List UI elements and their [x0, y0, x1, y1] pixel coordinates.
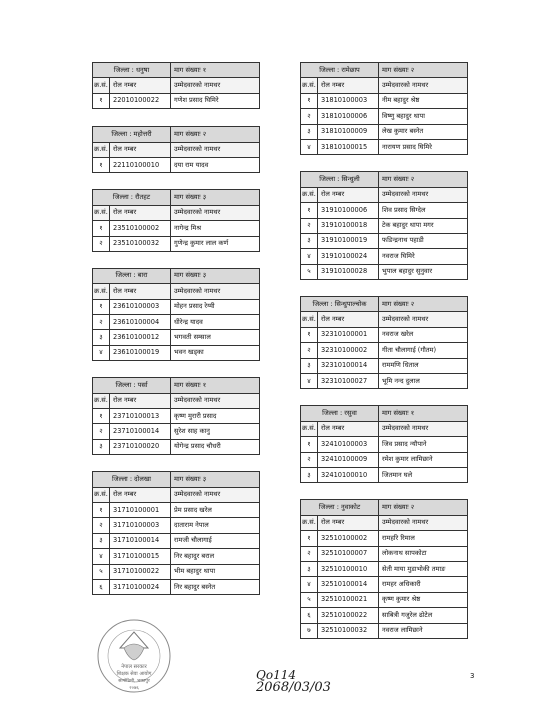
district-name: जिल्ला : रौतहट: [93, 190, 171, 205]
district-header-row: [301, 172, 468, 187]
district-table: [300, 405, 468, 483]
column-header-row: [301, 78, 468, 93]
table-row: [301, 437, 468, 452]
signature: [256, 668, 331, 695]
district-header-row: [301, 297, 468, 312]
roll-number: 32310100002: [318, 343, 379, 358]
signature-date: 2068/03/03: [256, 680, 331, 695]
district-header-row: [301, 500, 468, 515]
district-table: [92, 189, 260, 252]
district-header-row: [93, 127, 260, 142]
district-header-row: [93, 472, 260, 487]
table-row: [301, 93, 468, 108]
candidate-name: रमेश कुमार लामिछाने: [379, 452, 468, 467]
table-row: [301, 561, 468, 576]
table-row: [301, 343, 468, 358]
candidate-name: प्रेम प्रसाद खरेल: [171, 502, 260, 517]
table-row: [93, 299, 260, 314]
candidate-name: नवराज घिमिरे: [379, 249, 468, 264]
column-header-row: [93, 487, 260, 502]
column-header-row: [301, 515, 468, 530]
roll-number: 23510100002: [110, 221, 171, 236]
column-header-roll: रोल नम्बर: [318, 515, 379, 530]
table-row: [301, 592, 468, 607]
table-row: [301, 264, 468, 279]
candidate-name: कृष्ण कुमार श्रेष्ठ: [379, 592, 468, 607]
district-table: [300, 62, 468, 155]
serial-number: २: [93, 424, 110, 439]
column-header-sn: क्र.सं.: [93, 142, 110, 157]
table-row: [93, 502, 260, 517]
serial-number: १: [93, 409, 110, 424]
roll-number: 31910100019: [318, 233, 379, 248]
roll-number: 32410100009: [318, 452, 379, 467]
table-row: [93, 330, 260, 345]
roll-number: 31910100006: [318, 203, 379, 218]
roll-number: 31710100022: [110, 564, 171, 579]
table-row: [301, 218, 468, 233]
table-row: [301, 139, 468, 154]
candidate-name: फडिन्द्रनाथ पहाडी: [379, 233, 468, 248]
serial-number: ४: [301, 139, 318, 154]
column-header-name: उम्मेदवारको नामथर: [379, 312, 468, 327]
roll-number: 31810100006: [318, 109, 379, 124]
district-header-row: [93, 190, 260, 205]
candidate-name: नीम बहादुर श्रेष्ठ: [379, 93, 468, 108]
serial-number: ६: [301, 608, 318, 623]
roll-number: 23710100020: [110, 439, 171, 454]
table-row: [301, 577, 468, 592]
column-header-sn: क्र.सं.: [301, 312, 318, 327]
table-row: [301, 452, 468, 467]
serial-number: १: [93, 299, 110, 314]
table-row: [93, 157, 260, 172]
serial-number: ५: [93, 564, 110, 579]
column-header-name: उम्मेदवारको नामथर: [171, 78, 260, 93]
candidate-name: दया राम यादव: [171, 157, 260, 172]
roll-number: 22110100010: [110, 157, 171, 172]
candidate-name: विष्णु बहादुर थापा: [379, 109, 468, 124]
serial-number: २: [301, 343, 318, 358]
roll-number: 32310100014: [318, 358, 379, 373]
left-column: [92, 62, 260, 595]
serial-number: १: [301, 437, 318, 452]
serial-number: ३: [301, 467, 318, 482]
table-row: [301, 327, 468, 342]
candidate-name: मोहन प्रसाद रेग्मी: [171, 299, 260, 314]
candidate-name: लेख कुमार बस्नेत: [379, 124, 468, 139]
roll-number: 32510100002: [318, 531, 379, 546]
district-header-row: [93, 268, 260, 283]
roll-number: 23610100019: [110, 345, 171, 360]
page-number: 3: [470, 672, 475, 680]
roll-number: 23710100014: [110, 424, 171, 439]
serial-number: ४: [301, 577, 318, 592]
serial-number: ४: [301, 249, 318, 264]
column-header-sn: क्र.सं.: [93, 205, 110, 220]
table-row: [93, 564, 260, 579]
serial-number: ३: [93, 533, 110, 548]
roll-number: 31810100015: [318, 139, 379, 154]
roll-number: 31910100018: [318, 218, 379, 233]
district-name: जिल्ला : दोलखा: [93, 472, 171, 487]
district-table: [92, 377, 260, 455]
column-header-sn: क्र.सं.: [301, 187, 318, 202]
serial-number: २: [93, 315, 110, 330]
serial-number: ४: [93, 549, 110, 564]
table-row: [93, 93, 260, 108]
serial-number: ३: [301, 561, 318, 576]
serial-number: ६: [93, 579, 110, 594]
candidate-name: टेक बहादुर थापा मगर: [379, 218, 468, 233]
seal-line4: २०७६: [129, 686, 139, 691]
serial-number: २: [301, 218, 318, 233]
column-header-sn: क्र.सं.: [93, 284, 110, 299]
seat-count: माग संख्याः २: [379, 297, 468, 312]
candidate-name: जिव प्रसाद न्यौपाने: [379, 437, 468, 452]
serial-number: १: [93, 93, 110, 108]
column-header-name: उम्मेदवारको नामथर: [379, 187, 468, 202]
serial-number: ४: [93, 345, 110, 360]
column-header-roll: रोल नम्बर: [318, 421, 379, 436]
serial-number: १: [301, 203, 318, 218]
roll-number: 23610100004: [110, 315, 171, 330]
roll-number: 31710100015: [110, 549, 171, 564]
district-table: [300, 171, 468, 280]
district-name: जिल्ला : रसुवा: [301, 406, 379, 421]
roll-number: 23710100013: [110, 409, 171, 424]
serial-number: १: [301, 531, 318, 546]
candidate-name: गुणेन्द्र कुमार लाल कर्ण: [171, 236, 260, 251]
candidate-name: रामहर अधिकारी: [379, 577, 468, 592]
candidate-name: नवराज खरेल: [379, 327, 468, 342]
table-row: [301, 623, 468, 638]
roll-number: 23610100003: [110, 299, 171, 314]
column-header-sn: क्र.सं.: [301, 515, 318, 530]
table-row: [93, 236, 260, 251]
candidate-name: नागेन्द्र मिश्र: [171, 221, 260, 236]
table-row: [93, 221, 260, 236]
column-header-sn: क्र.सं.: [93, 487, 110, 502]
candidate-name: शिव प्रसाद सिग्देल: [379, 203, 468, 218]
column-header-row: [301, 187, 468, 202]
table-row: [93, 518, 260, 533]
seat-count: माग संख्याः १: [379, 406, 468, 421]
roll-number: 32410100010: [318, 467, 379, 482]
column-header-row: [93, 78, 260, 93]
candidate-name: दाताराम नेपाल: [171, 518, 260, 533]
table-row: [93, 315, 260, 330]
district-name: जिल्ला : धनुषा: [93, 63, 171, 78]
candidate-name: रामजी चौलागाई: [171, 533, 260, 548]
table-row: [301, 109, 468, 124]
district-header-row: [93, 63, 260, 78]
column-header-roll: रोल नम्बर: [110, 284, 171, 299]
candidate-name: गणेश प्रसाद घिमिरे: [171, 93, 260, 108]
district-header-row: [93, 378, 260, 393]
candidate-name: नारायण प्रसाद घिमिरे: [379, 139, 468, 154]
column-header-name: उम्मेदवारको नामथर: [379, 421, 468, 436]
column-header-roll: रोल नम्बर: [110, 205, 171, 220]
roll-number: 23510100032: [110, 236, 171, 251]
roll-number: 32510100010: [318, 561, 379, 576]
table-row: [301, 233, 468, 248]
table-row: [301, 249, 468, 264]
column-header-row: [93, 142, 260, 157]
column-header-sn: क्र.सं.: [93, 393, 110, 408]
column-header-name: उम्मेदवारको नामथर: [171, 487, 260, 502]
district-name: जिल्ला : नुवाकोट: [301, 500, 379, 515]
column-header-name: उम्मेदवारको नामथर: [171, 142, 260, 157]
candidate-name: सेती माया मुडाभोकी तमाङ: [379, 561, 468, 576]
district-name: जिल्ला : बारा: [93, 268, 171, 283]
seat-count: माग संख्याः १: [171, 378, 260, 393]
seat-count: माग संख्याः ३: [171, 472, 260, 487]
district-header-row: [301, 406, 468, 421]
roll-number: 32510100032: [318, 623, 379, 638]
candidate-name: निर बहादुर बस्नेत: [171, 579, 260, 594]
seat-count: माग संख्याः ३: [171, 268, 260, 283]
candidate-name: योगेन्द्र प्रसाद चौधरी: [171, 439, 260, 454]
roll-number: 32510100021: [318, 592, 379, 607]
district-table: [300, 296, 468, 389]
roll-number: 31710100001: [110, 502, 171, 517]
table-row: [93, 439, 260, 454]
table-row: [93, 579, 260, 594]
roll-number: 31710100003: [110, 518, 171, 533]
table-row: [93, 549, 260, 564]
seat-count: माग संख्याः २: [379, 500, 468, 515]
column-header-roll: रोल नम्बर: [318, 187, 379, 202]
table-row: [93, 345, 260, 360]
candidate-name: भवन खड्का: [171, 345, 260, 360]
candidate-name: लोकनाथ सापकोटा: [379, 546, 468, 561]
column-header-roll: रोल नम्बर: [318, 78, 379, 93]
serial-number: १: [301, 93, 318, 108]
column-header-roll: रोल नम्बर: [110, 487, 171, 502]
column-header-row: [93, 205, 260, 220]
column-header-sn: क्र.सं.: [301, 421, 318, 436]
table-row: [93, 533, 260, 548]
district-table: [92, 471, 260, 595]
column-header-name: उम्मेदवारको नामथर: [379, 515, 468, 530]
candidate-name: नवराज लामिछाने: [379, 623, 468, 638]
roll-number: 32310100027: [318, 374, 379, 389]
district-name: जिल्ला : रामेछाप: [301, 63, 379, 78]
table-row: [301, 608, 468, 623]
district-name: जिल्ला : पर्सा: [93, 378, 171, 393]
roll-number: 22010100022: [110, 93, 171, 108]
column-header-name: उम्मेदवारको नामथर: [171, 284, 260, 299]
table-row: [301, 124, 468, 139]
office-seal: [96, 618, 172, 694]
district-name: जिल्ला : सिन्धुली: [301, 172, 379, 187]
roll-number: 31710100014: [110, 533, 171, 548]
column-header-row: [301, 421, 468, 436]
column-header-roll: रोल नम्बर: [110, 78, 171, 93]
seat-count: माग संख्याः २: [171, 127, 260, 142]
roll-number: 32310100001: [318, 327, 379, 342]
district-table: [92, 62, 260, 109]
table-row: [93, 424, 260, 439]
serial-number: ७: [301, 623, 318, 638]
candidate-name: भूमि नन्द दुलाल: [379, 374, 468, 389]
table-row: [301, 467, 468, 482]
table-row: [301, 531, 468, 546]
seal-line3: सानोठिमी, भक्तपुर: [118, 679, 150, 684]
district-name: जिल्ला : महोत्तरी: [93, 127, 171, 142]
table-row: [301, 203, 468, 218]
column-header-sn: क्र.सं.: [93, 78, 110, 93]
serial-number: २: [301, 546, 318, 561]
serial-number: ३: [301, 233, 318, 248]
roll-number: 31810100003: [318, 93, 379, 108]
serial-number: ४: [301, 374, 318, 389]
serial-number: २: [301, 452, 318, 467]
candidate-name: रामहरि रिमाल: [379, 531, 468, 546]
candidate-name: भगवती सम्साल: [171, 330, 260, 345]
table-row: [93, 409, 260, 424]
roll-number: 32510100007: [318, 546, 379, 561]
serial-number: १: [93, 221, 110, 236]
candidate-name: निर बहादुर बराल: [171, 549, 260, 564]
roll-number: 23610100012: [110, 330, 171, 345]
candidate-name: गीता चौलागाई (गौतम): [379, 343, 468, 358]
district-table: [92, 126, 260, 173]
candidate-name: सुरेश साह कानु: [171, 424, 260, 439]
seat-count: माग संख्याः २: [379, 172, 468, 187]
serial-number: ३: [93, 439, 110, 454]
serial-number: ३: [93, 330, 110, 345]
seal-line1: नेपाल सरकार: [121, 664, 147, 670]
column-header-name: उम्मेदवारको नामथर: [379, 78, 468, 93]
district-table: [92, 268, 260, 361]
candidate-name: कृष्ण मुरारी प्रसाद: [171, 409, 260, 424]
roll-number: 31910100024: [318, 249, 379, 264]
column-header-roll: रोल नम्बर: [318, 312, 379, 327]
serial-number: २: [93, 518, 110, 533]
roll-number: 31810100009: [318, 124, 379, 139]
roll-number: 31910100028: [318, 264, 379, 279]
candidate-name: जितमान घले: [379, 467, 468, 482]
serial-number: २: [93, 236, 110, 251]
candidate-name: भीम बहादुर थापा: [171, 564, 260, 579]
district-table: [300, 499, 468, 639]
candidate-name: धीरेन्द्र यादव: [171, 315, 260, 330]
table-row: [301, 374, 468, 389]
serial-number: ३: [301, 124, 318, 139]
column-header-name: उम्मेदवारको नामथर: [171, 205, 260, 220]
column-header-sn: क्र.सं.: [301, 78, 318, 93]
serial-number: ५: [301, 592, 318, 607]
serial-number: १: [93, 157, 110, 172]
seat-count: माग संख्याः १: [171, 63, 260, 78]
serial-number: १: [93, 502, 110, 517]
table-row: [301, 358, 468, 373]
table-row: [301, 546, 468, 561]
column-header-name: उम्मेदवारको नामथर: [171, 393, 260, 408]
roll-number: 32410100003: [318, 437, 379, 452]
seat-count: माग संख्याः ३: [171, 190, 260, 205]
candidate-name: साबित्री गजुरेल ढोटेल: [379, 608, 468, 623]
candidate-name: भुपाल बहादुर सुनुवार: [379, 264, 468, 279]
district-header-row: [301, 63, 468, 78]
district-name: जिल्ला : सिन्धुपाल्चोक: [301, 297, 379, 312]
candidate-name: राममणि धिताल: [379, 358, 468, 373]
serial-number: ३: [301, 358, 318, 373]
column-header-row: [93, 284, 260, 299]
roll-number: 32510100022: [318, 608, 379, 623]
seat-count: माग संख्याः २: [379, 63, 468, 78]
serial-number: २: [301, 109, 318, 124]
serial-number: १: [301, 327, 318, 342]
right-column: [300, 62, 468, 639]
column-header-row: [301, 312, 468, 327]
roll-number: 31710100024: [110, 579, 171, 594]
column-header-roll: रोल नम्बर: [110, 142, 171, 157]
column-header-row: [93, 393, 260, 408]
serial-number: ५: [301, 264, 318, 279]
column-header-roll: रोल नम्बर: [110, 393, 171, 408]
signature-line1: Qo114: [256, 668, 296, 682]
roll-number: 32510100014: [318, 577, 379, 592]
seal-line2: शिक्षक सेवा आयोग: [116, 671, 152, 677]
